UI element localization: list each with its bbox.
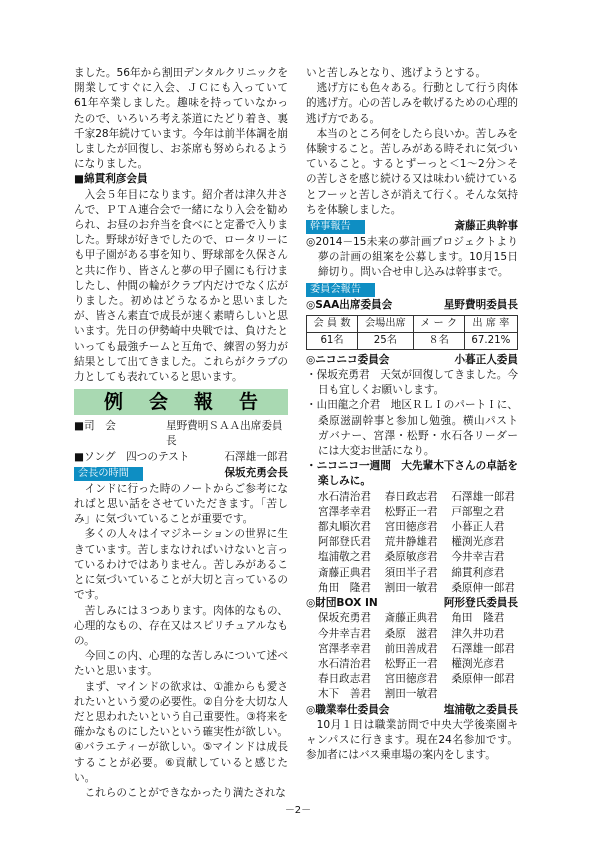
table-header: 会場出席: [358, 315, 414, 332]
name-item: 割田一敏君: [384, 581, 438, 594]
committee-bar: 委員会報告: [306, 283, 375, 297]
name-item: 桑原敏彦君: [384, 551, 438, 564]
name-item: 荒井静雄君: [384, 536, 438, 549]
niko-item: ・山田龍之介君 地区ＲＬＩのパートＩに、桑原滋副幹事と参加し勉強。横山パストガバナー、宮澤・松野・水石各リーダーには大変お世話になり。: [306, 399, 518, 458]
name-item: 桑原伸一郎君: [451, 673, 515, 686]
chair-paragraph: 多くの人々はイマジネーションの世界に生きています。苦しまなければいけないと言っているわけではありません。苦しみがあることに気づいていることが大切と言っているのです。: [74, 528, 288, 602]
table-cell: 61名: [307, 332, 358, 349]
role-song: [74, 450, 288, 465]
name-item: 今井幸吉君: [451, 551, 505, 564]
table-row: [307, 332, 518, 349]
table-header: 会 員 数: [307, 315, 358, 332]
attendance-table: [306, 315, 518, 350]
name-item: 須田半子君: [384, 566, 438, 579]
vocational-paragraph: 10月１日は職業訪問で中央大学後楽園キャンパスに行きます。現在24名参加です。参加者にはバス乗車場の案内をします。: [306, 718, 518, 762]
name-item: 松野正一君: [384, 505, 438, 518]
name-item: 權渕光彦君: [451, 657, 505, 670]
box-chair: 阿形登氏委員長: [443, 597, 518, 610]
name-item: 戸部聖之君: [451, 505, 505, 518]
name-item: 宮田徳彦君: [384, 521, 438, 534]
table-row: [307, 315, 518, 332]
right-column: [306, 66, 518, 763]
box-title: ◎財団BOX IN: [306, 597, 378, 610]
name-item: 石澤雄一郎君: [451, 490, 515, 503]
name-item: 宮田徳彦君: [384, 673, 438, 686]
name-item: 水石清治君: [318, 657, 371, 670]
niko-names-list: [318, 490, 518, 596]
role-moderator: [74, 419, 288, 449]
name-item: 春日政志君: [384, 490, 438, 503]
chair-name: 保坂充勇会長: [224, 466, 288, 479]
secretary-header: [306, 219, 518, 233]
niko-member: 小暮正人委員: [454, 353, 518, 366]
chair-paragraph: 本当のところ何をしたら良いか。苦しみを体験すること。苦しみがある時それに気づいていること。するとずーっと＜1～2分＞その苦しさを感じ続ける又は味わい続けているとフーッと苦しさが消えて行く。そんな気持ちを体験しました。: [306, 127, 518, 216]
name-item: 宮澤孝幸君: [318, 505, 371, 518]
name-item: 津久井功君: [451, 627, 505, 640]
name-item: 塩浦敬之君: [318, 551, 371, 564]
saa-header: [306, 298, 518, 313]
niko-title: ◎ニコニコ委員会: [306, 353, 390, 366]
member-paragraph: 入会５年目になります。紹介者は津久井さんで、ＰＴＡ連合会で一緒になり入会を勧められ、お昼のお弁当を食べにと定番で入りました。野球が好きでしたので、ロータリーにも甲子園がある事を知り、野球部を久保さんと共に作り、皆さんと夢の甲子園にも行けましたし、仲間の輪がクラブ内だけでなく広がりました。初めはどうなるかと思いましたが、皆さん素直で成長が速く素晴らしいと思います。先日の伊勢崎中央戦では、負けたといっても最強チームと互角で、練習の努力が結果として出てきました。これらがクラブの力としても表れていると思います。: [74, 188, 288, 384]
name-item: 松野正一君: [384, 657, 438, 670]
saa-title: ◎SAA出席委員会: [306, 298, 393, 311]
niko-item: ・ニコニコ一週間 大先輩木下さんの卓話を楽しみに。: [306, 460, 518, 488]
name-item: 權渕光彦君: [451, 536, 505, 549]
name-item: 木下 善君: [318, 688, 371, 701]
role-label: ■司 会: [74, 420, 116, 433]
name-item: 桑原 滋君: [384, 627, 438, 640]
name-item: 保坂充勇君: [318, 612, 371, 625]
table-header: 出 席 率: [464, 315, 517, 332]
name-item: 角田 隆君: [318, 581, 371, 594]
table-cell: 25名: [358, 332, 414, 349]
niko-header: [306, 353, 518, 368]
chair-time-header: [74, 466, 288, 480]
name-item: 斎藤正典君: [384, 612, 438, 625]
name-item: 今井幸吉君: [318, 627, 371, 640]
box-header: [306, 596, 518, 611]
name-item: 宮澤孝幸君: [318, 642, 371, 655]
name-item: 石澤雄一郎君: [451, 642, 515, 655]
name-item: 前田善成君: [384, 642, 438, 655]
role-value: 星野費明ＳＡＡ出席委員長: [166, 420, 283, 448]
name-item: 小暮正人君: [451, 521, 505, 534]
table-cell: 67.21%: [464, 332, 517, 349]
page-number: －2－: [284, 805, 312, 816]
committee-header: [306, 282, 518, 296]
niko-item: ・保坂充勇君 天気が回復してきました。今日も宜しくお願いします。: [306, 369, 518, 397]
saa-chair: 星野費明委員長: [443, 298, 518, 311]
name-item: 都丸順次君: [318, 521, 371, 534]
secretary-bar: 幹事報告: [306, 220, 365, 234]
vocational-title: ◎職業奉仕委員会: [306, 703, 390, 716]
name-item: 綿貫利彦君: [451, 566, 505, 579]
secretary-item: ◎2014－15未来の夢計画プロジェクトより夢の計画の組案を公募します。10月15日締切り。問い合せ申し込みは幹事まで。: [306, 236, 518, 279]
vocational-header: [306, 703, 518, 718]
vocational-chair: 塩浦敬之委員長: [443, 703, 518, 716]
role-value: 石澤雄一郎君: [224, 450, 288, 463]
name-item: 桑原伸一郎君: [451, 581, 515, 594]
chair-continued: いと苦しみとなり、逃げようとする。: [306, 67, 487, 79]
box-names-list: [318, 611, 518, 702]
name-item: 角田 隆君: [451, 612, 505, 625]
name-item: 斎藤正典君: [318, 566, 371, 579]
left-column: [74, 66, 288, 801]
chair-time-bar: 会長の時間: [74, 467, 143, 481]
name-item: 水石清治君: [318, 490, 371, 503]
role-label: ■ソング 四つのテスト: [74, 450, 190, 463]
table-cell: ８名: [413, 332, 464, 349]
chair-paragraph: 苦しみには３つあります。肉体的なもの、心理的なもの、存在又はスピリチュアルなもの。: [74, 604, 288, 647]
name-item: 阿部登氏君: [318, 536, 371, 549]
secretary-name: 斎藤正典幹事: [454, 220, 518, 233]
chair-paragraph: 今回この内、心理的な苦しみについて述べたいと思います。: [74, 650, 288, 678]
chair-paragraph: まず、マインドの欲求は、①誰からも愛されたいという愛の必要性。②自分を大切な人だと思われたいという自己重要性。③将来を確かなものにしたいという確実性が欲しい。④バラエティーが欲しい。⑤マインドは成長することが必要。⑥貢献していると感じたい。: [74, 680, 288, 784]
chair-paragraph: インドに行った時のノートからご参考になればと思い話をさせていただきます。「苦しみ」に気づいていることが重要です。: [74, 482, 288, 526]
report-heading: 例会報告: [74, 389, 288, 415]
chair-paragraph: これらのことができなかったり満たされな: [84, 786, 286, 799]
name-item: 割田一敏君: [384, 688, 438, 701]
table-header: メ ー ク: [413, 315, 464, 332]
intro-paragraph: ました。56年から割田デンタルクリニックを開業してすぐに入会、ＪＣにも入っていて61年卒業しました。趣味を持っていなかったので、いろいろ考え茶道にたどり着き、裏千家28年続けています。今年は前半体調を崩しましたが回復し、お茶席も努められるようになりました。: [74, 67, 288, 171]
member-heading: ■綿貫利彦会員: [74, 173, 148, 186]
chair-paragraph: 逃げ方にも色々ある。行動として行う肉体的逃げ方。心の苦しみを軟げるための心理的逃げ方である。: [306, 82, 518, 125]
name-item: 春日政志君: [318, 673, 371, 686]
name-item: [451, 687, 518, 702]
